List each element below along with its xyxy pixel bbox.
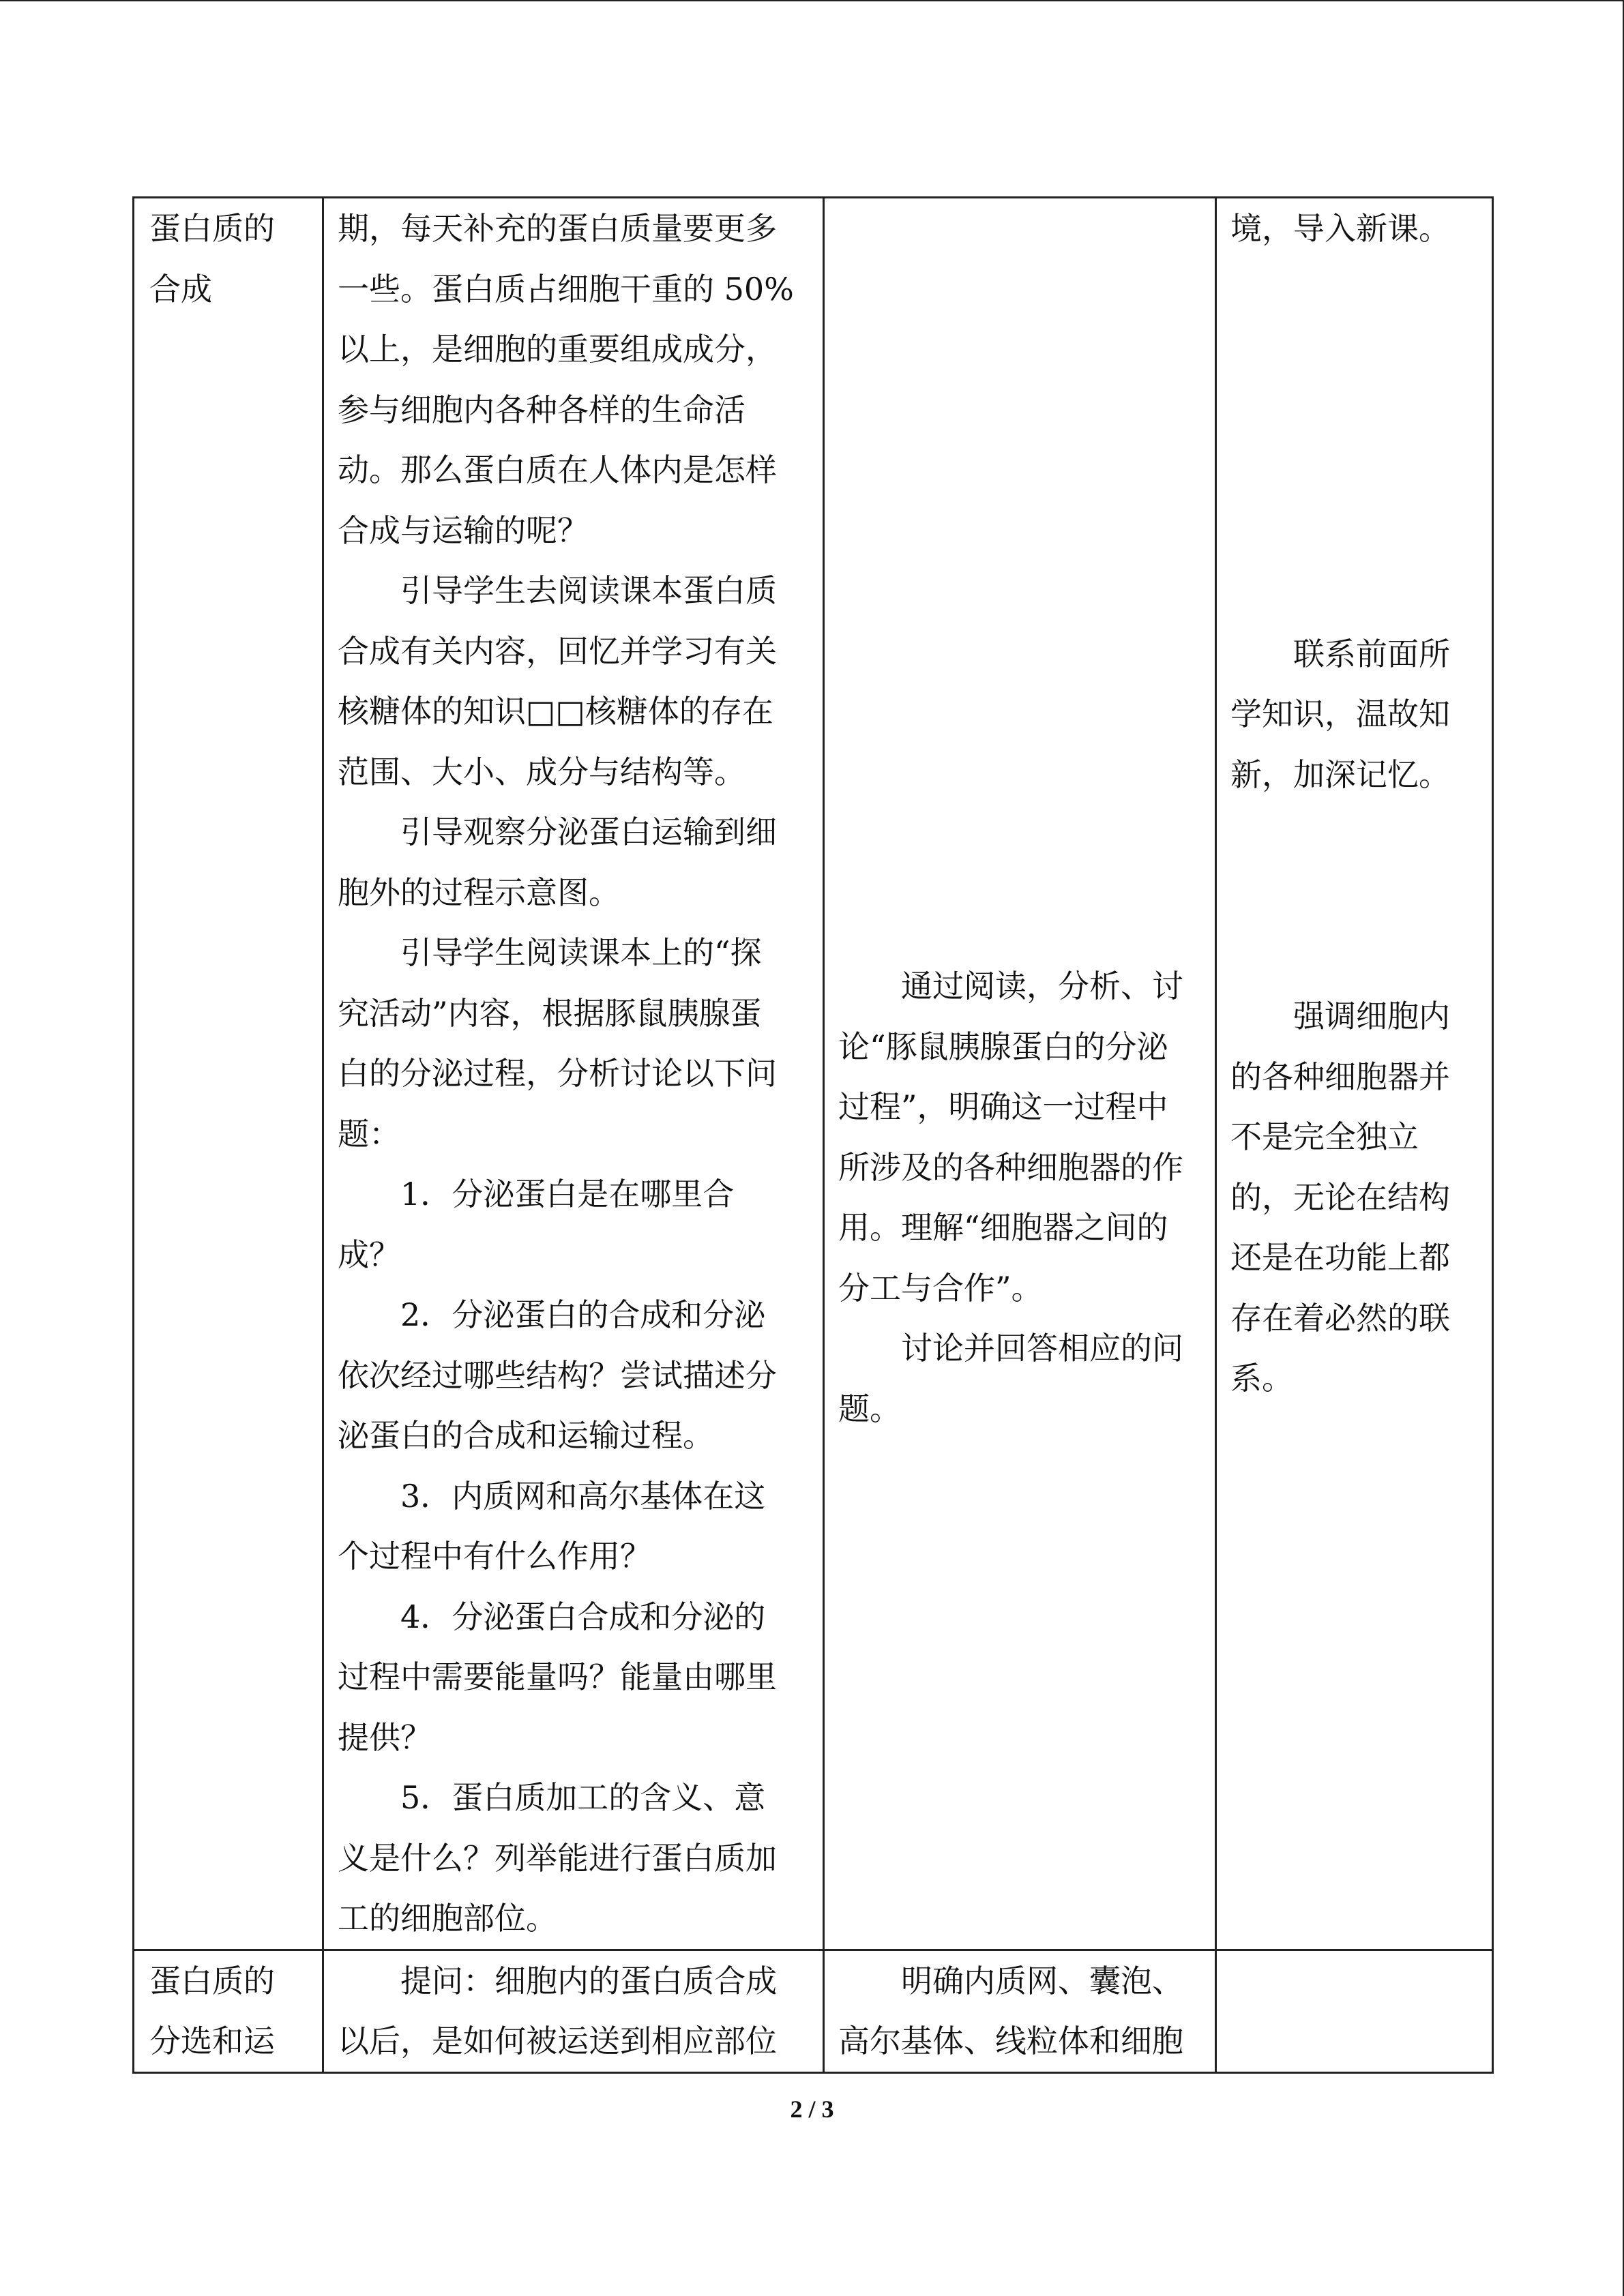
teacher-activity-cell xyxy=(323,1950,824,2072)
text-line: 的各种细胞器并 xyxy=(1230,1058,1450,1095)
text-line: 用。理解“细胞器之间的 xyxy=(838,1209,1168,1246)
question-line: 过程中需要能量吗？能量由哪里 xyxy=(338,1658,777,1695)
text-line: 高尔基体、线粒体和细胞 xyxy=(838,2023,1183,2059)
text-line: 新，加深记忆。 xyxy=(1230,756,1450,793)
text-line: 以后，是如何被运送到相应部位 xyxy=(338,2023,777,2059)
text-line: 通过阅读，分析、讨 xyxy=(901,968,1183,1004)
text-line: 系。 xyxy=(1230,1360,1293,1397)
text-line: 核糖体的知识□□核糖体的存在 xyxy=(338,693,773,730)
text-line: 一些。蛋白质占细胞干重的 50% xyxy=(338,270,794,308)
lesson-plan-table xyxy=(132,196,1494,2074)
text-line: 强调细胞内 xyxy=(1293,998,1450,1034)
question-line: 提供？ xyxy=(338,1718,432,1756)
text-line: 以上，是细胞的重要组成成分， xyxy=(338,331,777,368)
topic-line: 分选和运 xyxy=(149,2023,275,2059)
student-activity-cell xyxy=(824,198,1216,1950)
text-line: 过程”，明确这一过程中 xyxy=(838,1088,1168,1125)
text-line: 范围、大小、成分与结构等。 xyxy=(338,753,745,790)
question-line: 4．分泌蛋白合成和分泌的 xyxy=(400,1598,766,1635)
text-line: 不是完全独立 xyxy=(1230,1118,1419,1155)
question-line: 依次经过哪些结构？尝试描述分 xyxy=(338,1356,777,1394)
topic-line: 合成 xyxy=(149,270,212,308)
text-line: 合成有关内容，回忆并学习有关 xyxy=(338,632,777,670)
spacer xyxy=(838,203,1201,956)
text-line: 境，导入新课。 xyxy=(1230,210,1450,247)
text-line: 联系前面所 xyxy=(1293,635,1450,672)
text-line: 参与细胞内各种各样的生命活 xyxy=(338,391,745,428)
text-line: 胞外的过程示意图。 xyxy=(338,874,620,911)
text-line: 期，每天补充的蛋白质量要更多 xyxy=(338,210,777,247)
question-line: 成？ xyxy=(338,1236,400,1273)
question-line: 工的细胞部位。 xyxy=(338,1900,557,1937)
topic-line: 蛋白质的 xyxy=(149,210,275,247)
topic-cell xyxy=(134,1950,323,2072)
topic-line: 蛋白质的 xyxy=(149,1962,275,1999)
topic-cell xyxy=(134,198,323,1950)
text-line: 学知识，温故知 xyxy=(1230,696,1450,732)
text-line: 分工与合作”。 xyxy=(838,1269,1043,1307)
design-intent-cell xyxy=(1216,198,1493,1950)
text-line: 提问：细胞内的蛋白质合成 xyxy=(400,1962,777,1999)
teacher-activity-cell xyxy=(323,198,824,1950)
spacer xyxy=(1230,805,1478,986)
text-line: 明确内质网、囊泡、 xyxy=(901,1962,1183,1999)
text-line: 存在着必然的联 xyxy=(1230,1299,1450,1337)
text-line: 还是在功能上都 xyxy=(1230,1239,1450,1276)
text-line: 题。 xyxy=(838,1390,901,1427)
question-line: 5．蛋白质加工的含义、意 xyxy=(400,1779,766,1816)
question-line: 泌蛋白的合成和运输过程。 xyxy=(338,1417,714,1454)
question-line: 1．分泌蛋白是在哪里合 xyxy=(400,1176,735,1212)
text-line: 引导观察分泌蛋白运输到细 xyxy=(400,814,777,850)
table-row-protein-synthesis xyxy=(134,198,1493,1950)
text-line: 合成与运输的呢？ xyxy=(338,511,589,549)
text-line: 题： xyxy=(338,1115,400,1152)
text-line: 究活动”内容，根据豚鼠胰腺蛋 xyxy=(338,994,762,1032)
text-line: 引导学生阅读课本上的“探 xyxy=(400,934,762,971)
spacer xyxy=(1230,259,1478,624)
text-line: 论“豚鼠胰腺蛋白的分泌 xyxy=(838,1028,1168,1065)
student-activity-cell xyxy=(824,1950,1216,2072)
page-top-border xyxy=(0,0,1624,1)
question-line: 个过程中有什么作用？ xyxy=(338,1538,651,1575)
text-line: 所涉及的各种细胞器的作 xyxy=(838,1148,1183,1186)
text-line: 动。那么蛋白质在人体内是怎样 xyxy=(338,451,777,488)
table-row-protein-sorting xyxy=(134,1950,1493,2072)
text-line: 白的分泌过程，分析讨论以下问 xyxy=(338,1055,777,1092)
design-intent-cell xyxy=(1216,1950,1493,2072)
text-line: 引导学生去阅读课本蛋白质 xyxy=(400,572,777,609)
question-line: 义是什么？列举能进行蛋白质加 xyxy=(338,1839,777,1877)
question-line: 3．内质网和高尔基体在这 xyxy=(400,1477,766,1515)
page-number: 2 / 3 xyxy=(790,2096,834,2123)
text-line: 讨论并回答相应的问 xyxy=(901,1330,1183,1367)
question-line: 2．分泌蛋白的合成和分泌 xyxy=(400,1296,766,1333)
text-line: 的，无论在结构 xyxy=(1230,1178,1450,1216)
